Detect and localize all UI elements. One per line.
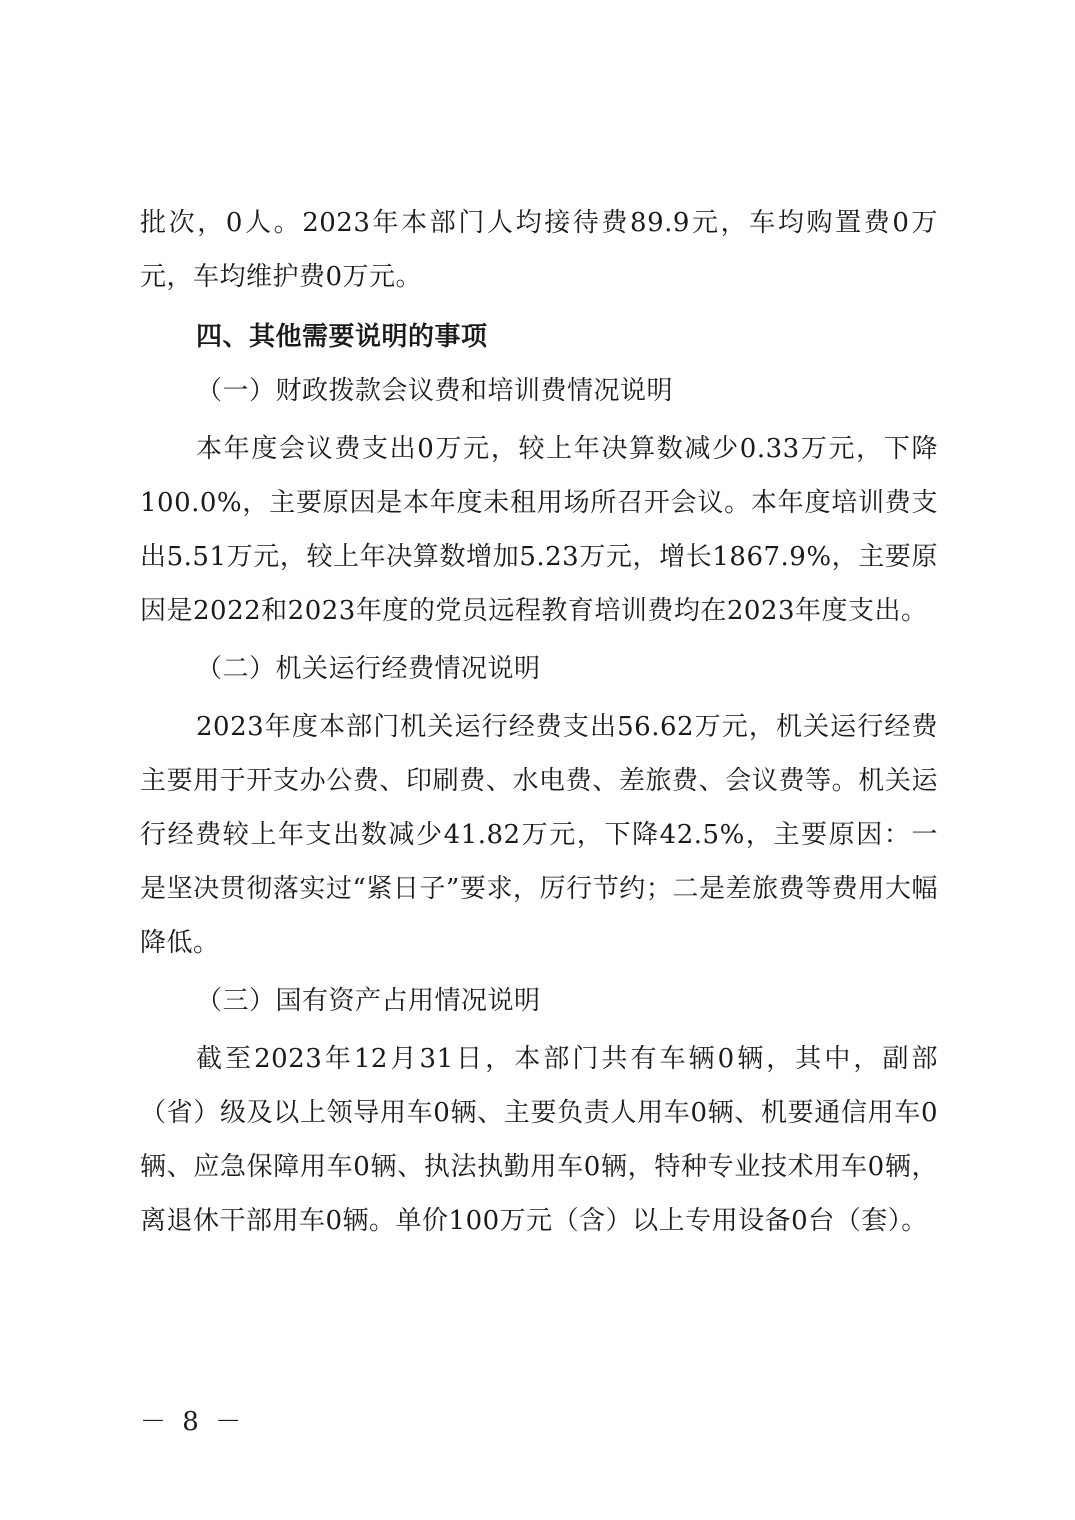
section-heading-other-matters: 四、其他需要说明的事项 [196, 322, 488, 352]
subheading-operating-expenses: （二）机关运行经费情况说明 [196, 654, 541, 684]
paragraph-operating-expenses: 2023年度本部门机关运行经费支出56.62万元，机关运行经费主要用于开支办公费、印刷费、水电费、差旅费、会议费等。机关运行经费较上年支出数减少41.82万元，下降42.5%，主要原因：一是坚决贯彻落实过“紧日子”要求，厉行节约；二是差旅费等费用大幅降低。 [140, 712, 938, 958]
subheading-meeting-training: （一）财政拨款会议费和培训费情况说明 [196, 376, 674, 406]
paragraph-meeting-training: 本年度会议费支出0万元，较上年决算数减少0.33万元，下降100.0%，主要原因是本年度未租用场所召开会议。本年度培训费支出5.51万元，较上年决算数增加5.23万元，增长1867.9%，主要原因是2022和2023年度的党员远程教育培训费均在2023年度支出。 [140, 434, 938, 626]
page-number: － 8 － [140, 1407, 246, 1437]
paragraph-reception-costs: 批次，0人。2023年本部门人均接待费89.9元，车均购置费0万元，车均维护费0万元。 [140, 208, 938, 292]
paragraph-state-assets: 截至2023年12月31日，本部门共有车辆0辆，其中，副部（省）级及以上领导用车0辆、主要负责人用车0辆、机要通信用车0辆、应急保障用车0辆、执法执勤用车0辆，特种专业技术用车0辆，离退休干部用车0辆。单价100万元（含）以上专用设备0台（套）。 [140, 1044, 938, 1236]
document-body [140, 196, 938, 1248]
subheading-state-assets: （三）国有资产占用情况说明 [196, 986, 541, 1016]
